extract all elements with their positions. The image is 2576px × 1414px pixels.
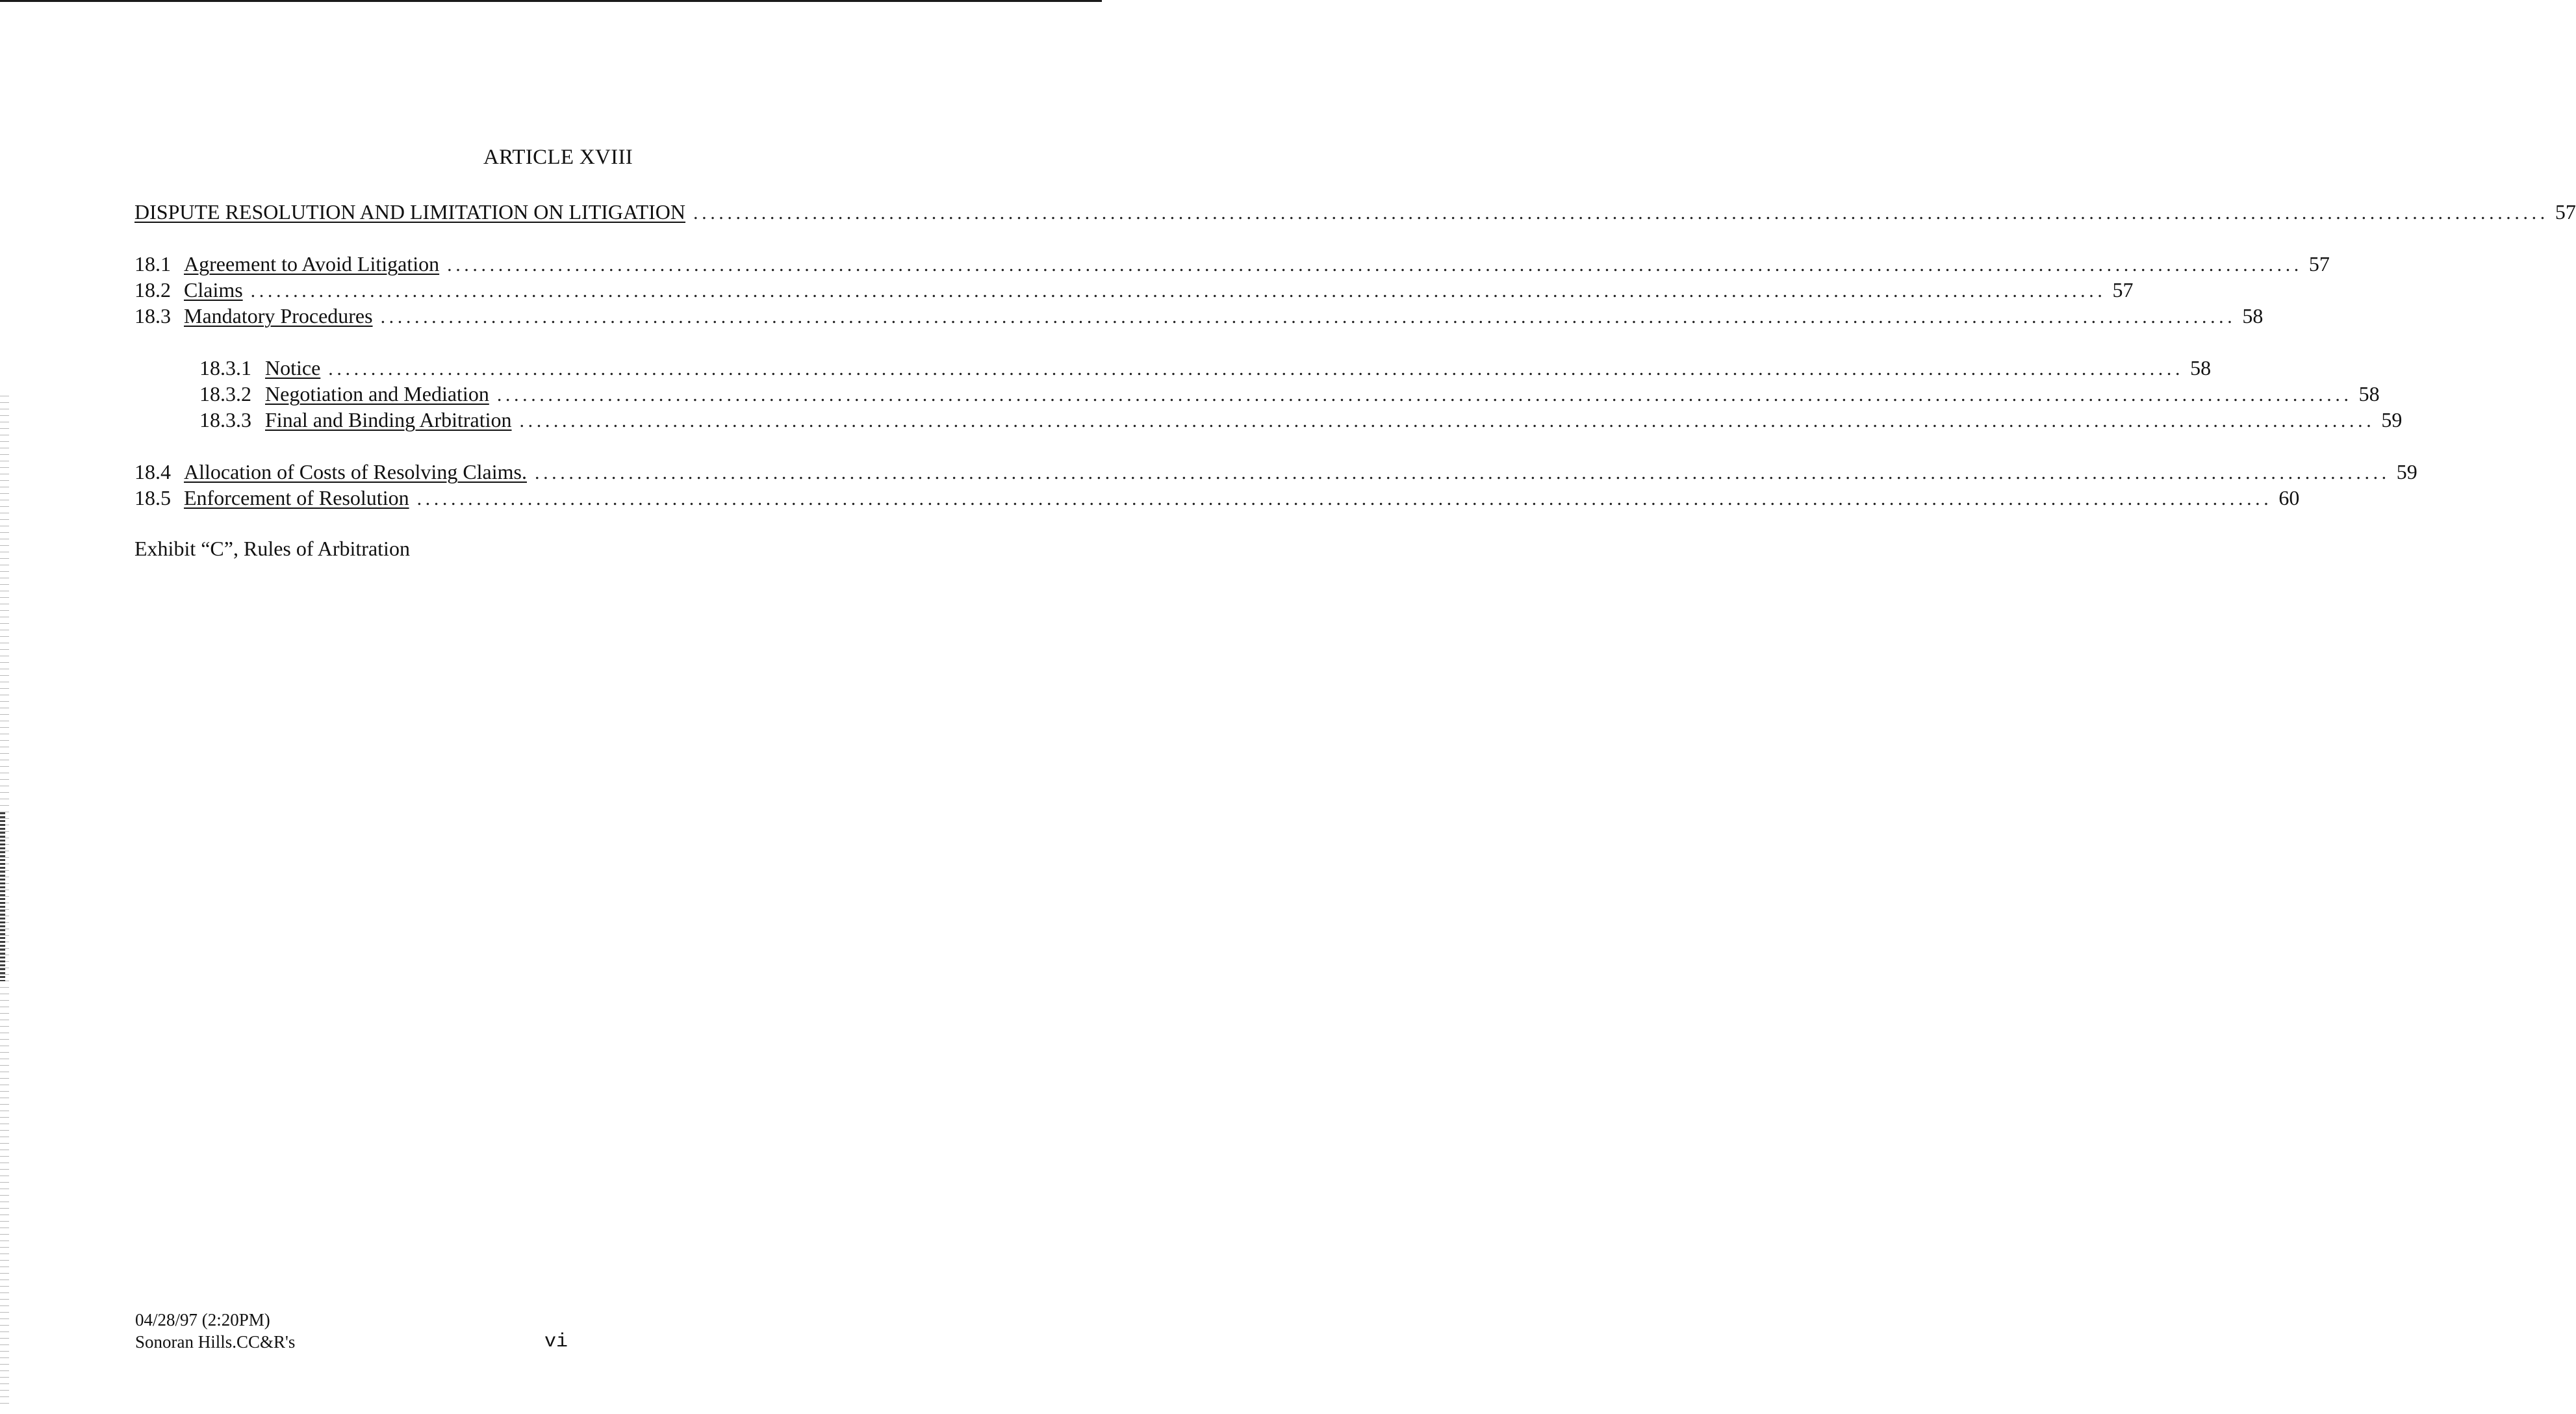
toc-page-number: 60 [2278, 486, 2300, 509]
dot-leader: .......................................................................................................................................................................................................................... [416, 488, 2273, 509]
toc-page-number: 57 [2112, 278, 2134, 302]
scan-border-line [0, 0, 1102, 2]
toc-entry-18-3-3[interactable] [199, 407, 2403, 434]
toc-section-number: 18.2 [134, 278, 171, 302]
dot-leader: .......................................................................................................................................................................................................................... [693, 202, 2549, 224]
toc-page-number: 59 [2381, 408, 2403, 431]
toc-entry-18-2[interactable] [134, 277, 2134, 304]
dot-leader: .......................................................................................................................................................................................................................... [496, 384, 2353, 405]
toc-subsection-number: 18.3.3 [199, 408, 251, 431]
toc-page-number: 57 [2555, 200, 2576, 224]
toc-section-title[interactable]: Claims [184, 278, 243, 302]
toc-subsection-title[interactable]: Final and Binding Arbitration [265, 408, 512, 431]
dot-leader: .......................................................................................................................................................................................................................... [519, 410, 2375, 431]
footer-page-number: vi [544, 1331, 568, 1353]
toc-section-number: 18.4 [134, 460, 171, 483]
toc-entry-18-4[interactable] [134, 459, 2417, 486]
footer-filename: Sonoran Hills.CC&R's [135, 1332, 296, 1352]
toc-subsection-title[interactable]: Notice [265, 356, 321, 379]
scan-edge-artifact-dark [0, 812, 5, 981]
toc-section-number: 18.5 [134, 486, 171, 509]
toc-section-number: 18.1 [134, 252, 171, 276]
toc-page-number: 58 [2358, 382, 2380, 405]
toc-entry-18-1[interactable] [134, 251, 2330, 278]
toc-page-number: 57 [2308, 252, 2330, 276]
toc-page-number: 59 [2396, 460, 2417, 483]
toc-section-title[interactable]: Mandatory Procedures [184, 304, 373, 328]
article-heading: ARTICLE XVIII [483, 146, 633, 169]
dot-leader: .......................................................................................................................................................................................................................... [380, 306, 2236, 328]
toc-entry-18-3-2[interactable] [199, 381, 2380, 408]
footer-date: 04/28/97 (2:20PM) [135, 1310, 270, 1330]
toc-section-number: 18.3 [134, 304, 171, 328]
toc-entry-18-5[interactable] [134, 485, 2300, 512]
toc-main-entry[interactable] [134, 199, 2576, 226]
toc-section-title[interactable]: Enforcement of Resolution [184, 486, 409, 509]
toc-main-title[interactable]: DISPUTE RESOLUTION AND LIMITATION ON LITIGATION [134, 200, 685, 224]
toc-page-number: 58 [2190, 356, 2212, 379]
dot-leader: .......................................................................................................................................................................................................................... [447, 254, 2302, 276]
toc-subsection-number: 18.3.1 [199, 356, 251, 379]
dot-leader: .......................................................................................................................................................................................................................... [534, 462, 2390, 483]
toc-section-title[interactable]: Agreement to Avoid Litigation [184, 252, 440, 276]
toc-entry-18-3[interactable] [134, 303, 2264, 330]
exhibit-reference: Exhibit “C”, Rules of Arbitration [134, 537, 410, 560]
toc-subsection-title[interactable]: Negotiation and Mediation [265, 382, 489, 405]
toc-entry-18-3-1[interactable] [199, 355, 2212, 382]
toc-section-title[interactable]: Allocation of Costs of Resolving Claims. [184, 460, 527, 483]
toc-subsection-number: 18.3.2 [199, 382, 251, 405]
dot-leader: .......................................................................................................................................................................................................................... [250, 280, 2106, 302]
toc-page-number: 58 [2242, 304, 2264, 328]
dot-leader: .......................................................................................................................................................................................................................... [328, 358, 2184, 379]
